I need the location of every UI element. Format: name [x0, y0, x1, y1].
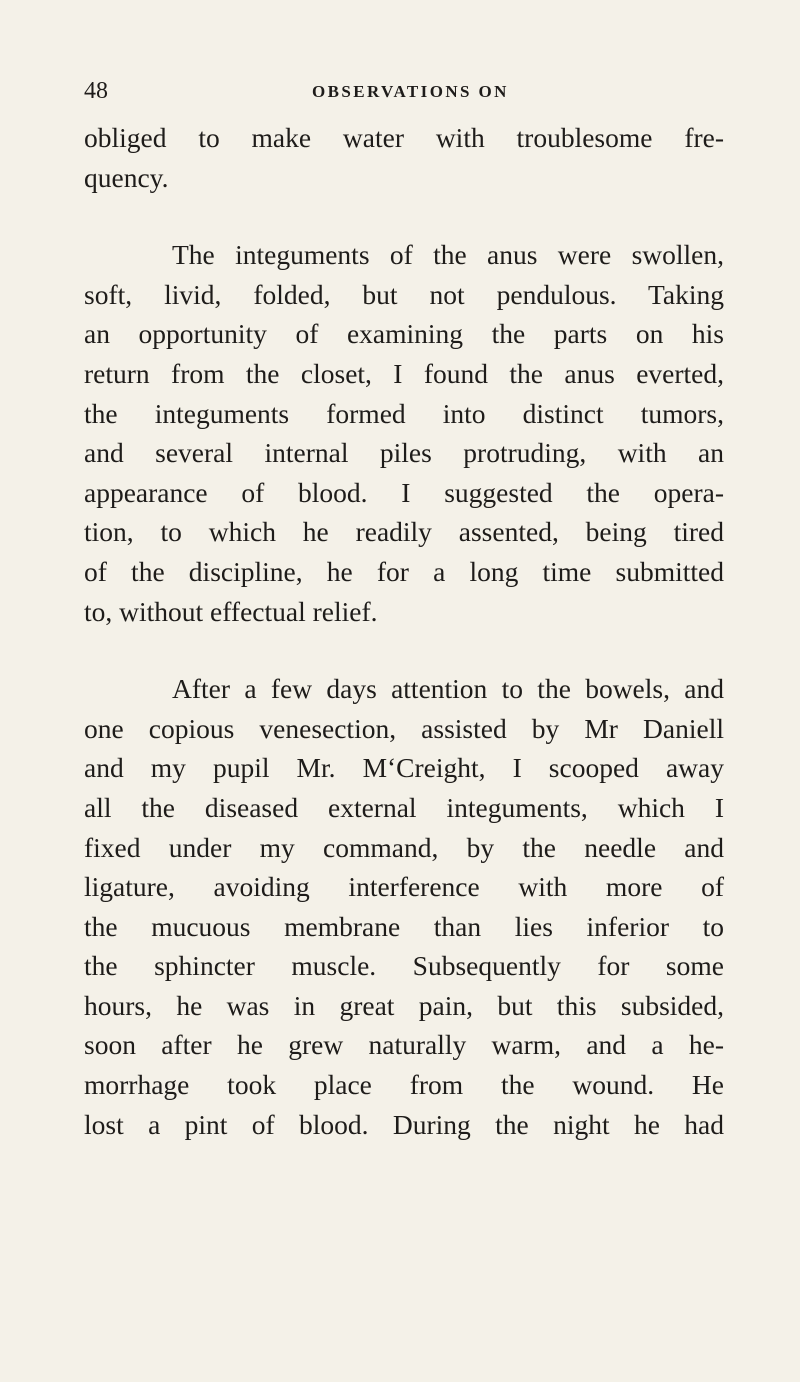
text-line: the mucuous membrane than lies inferior to [84, 910, 724, 942]
text-line: an opportunity of examining the parts on his [84, 318, 724, 350]
text-line: After a few days attention to the bowels, and [172, 673, 724, 705]
text-line: lost a pint of blood. During the night he had [84, 1108, 724, 1140]
text-line: hours, he was in great pain, but this subsided, [84, 989, 724, 1021]
text-line: quency. [84, 161, 169, 193]
running-head [84, 78, 714, 108]
text-line: and several internal piles protruding, with an [84, 437, 724, 469]
text-line: The integuments of the anus were swollen, [172, 239, 724, 271]
text-line: morrhage took place from the wound. He [84, 1069, 724, 1101]
text-line: appearance of blood. I suggested the opera- [84, 476, 724, 508]
text-line: tion, to which he readily assented, being tired [84, 516, 724, 548]
text-line: and my pupil Mr. M‘Creight, I scooped away [84, 752, 724, 784]
paragraph-3 [84, 669, 724, 1144]
text-line: return from the closet, I found the anus everted, [84, 357, 724, 389]
text-line: all the diseased external integuments, which I [84, 791, 724, 823]
text-line: the sphincter muscle. Subsequently for some [84, 950, 724, 982]
page-number: 48 [84, 78, 108, 104]
paragraph-2 [84, 235, 724, 631]
text-line: fixed under my command, by the needle and [84, 831, 724, 863]
text-line: the integuments formed into distinct tumors, [84, 397, 724, 429]
body-text [84, 118, 724, 1144]
text-line: soft, livid, folded, but not pendulous. Taking [84, 278, 724, 310]
running-title: OBSERVATIONS ON [312, 82, 509, 101]
text-line: ligature, avoiding interference with more of [84, 871, 724, 903]
paragraph-1 [84, 118, 724, 197]
text-line: soon after he grew naturally warm, and a he- [84, 1029, 724, 1061]
text-line: one copious venesection, assisted by Mr Daniell [84, 712, 724, 744]
text-line: of the discipline, he for a long time submitted [84, 555, 724, 587]
text-line: obliged to make water with troublesome fre- [84, 122, 724, 153]
text-line: to, without effectual relief. [84, 595, 378, 627]
